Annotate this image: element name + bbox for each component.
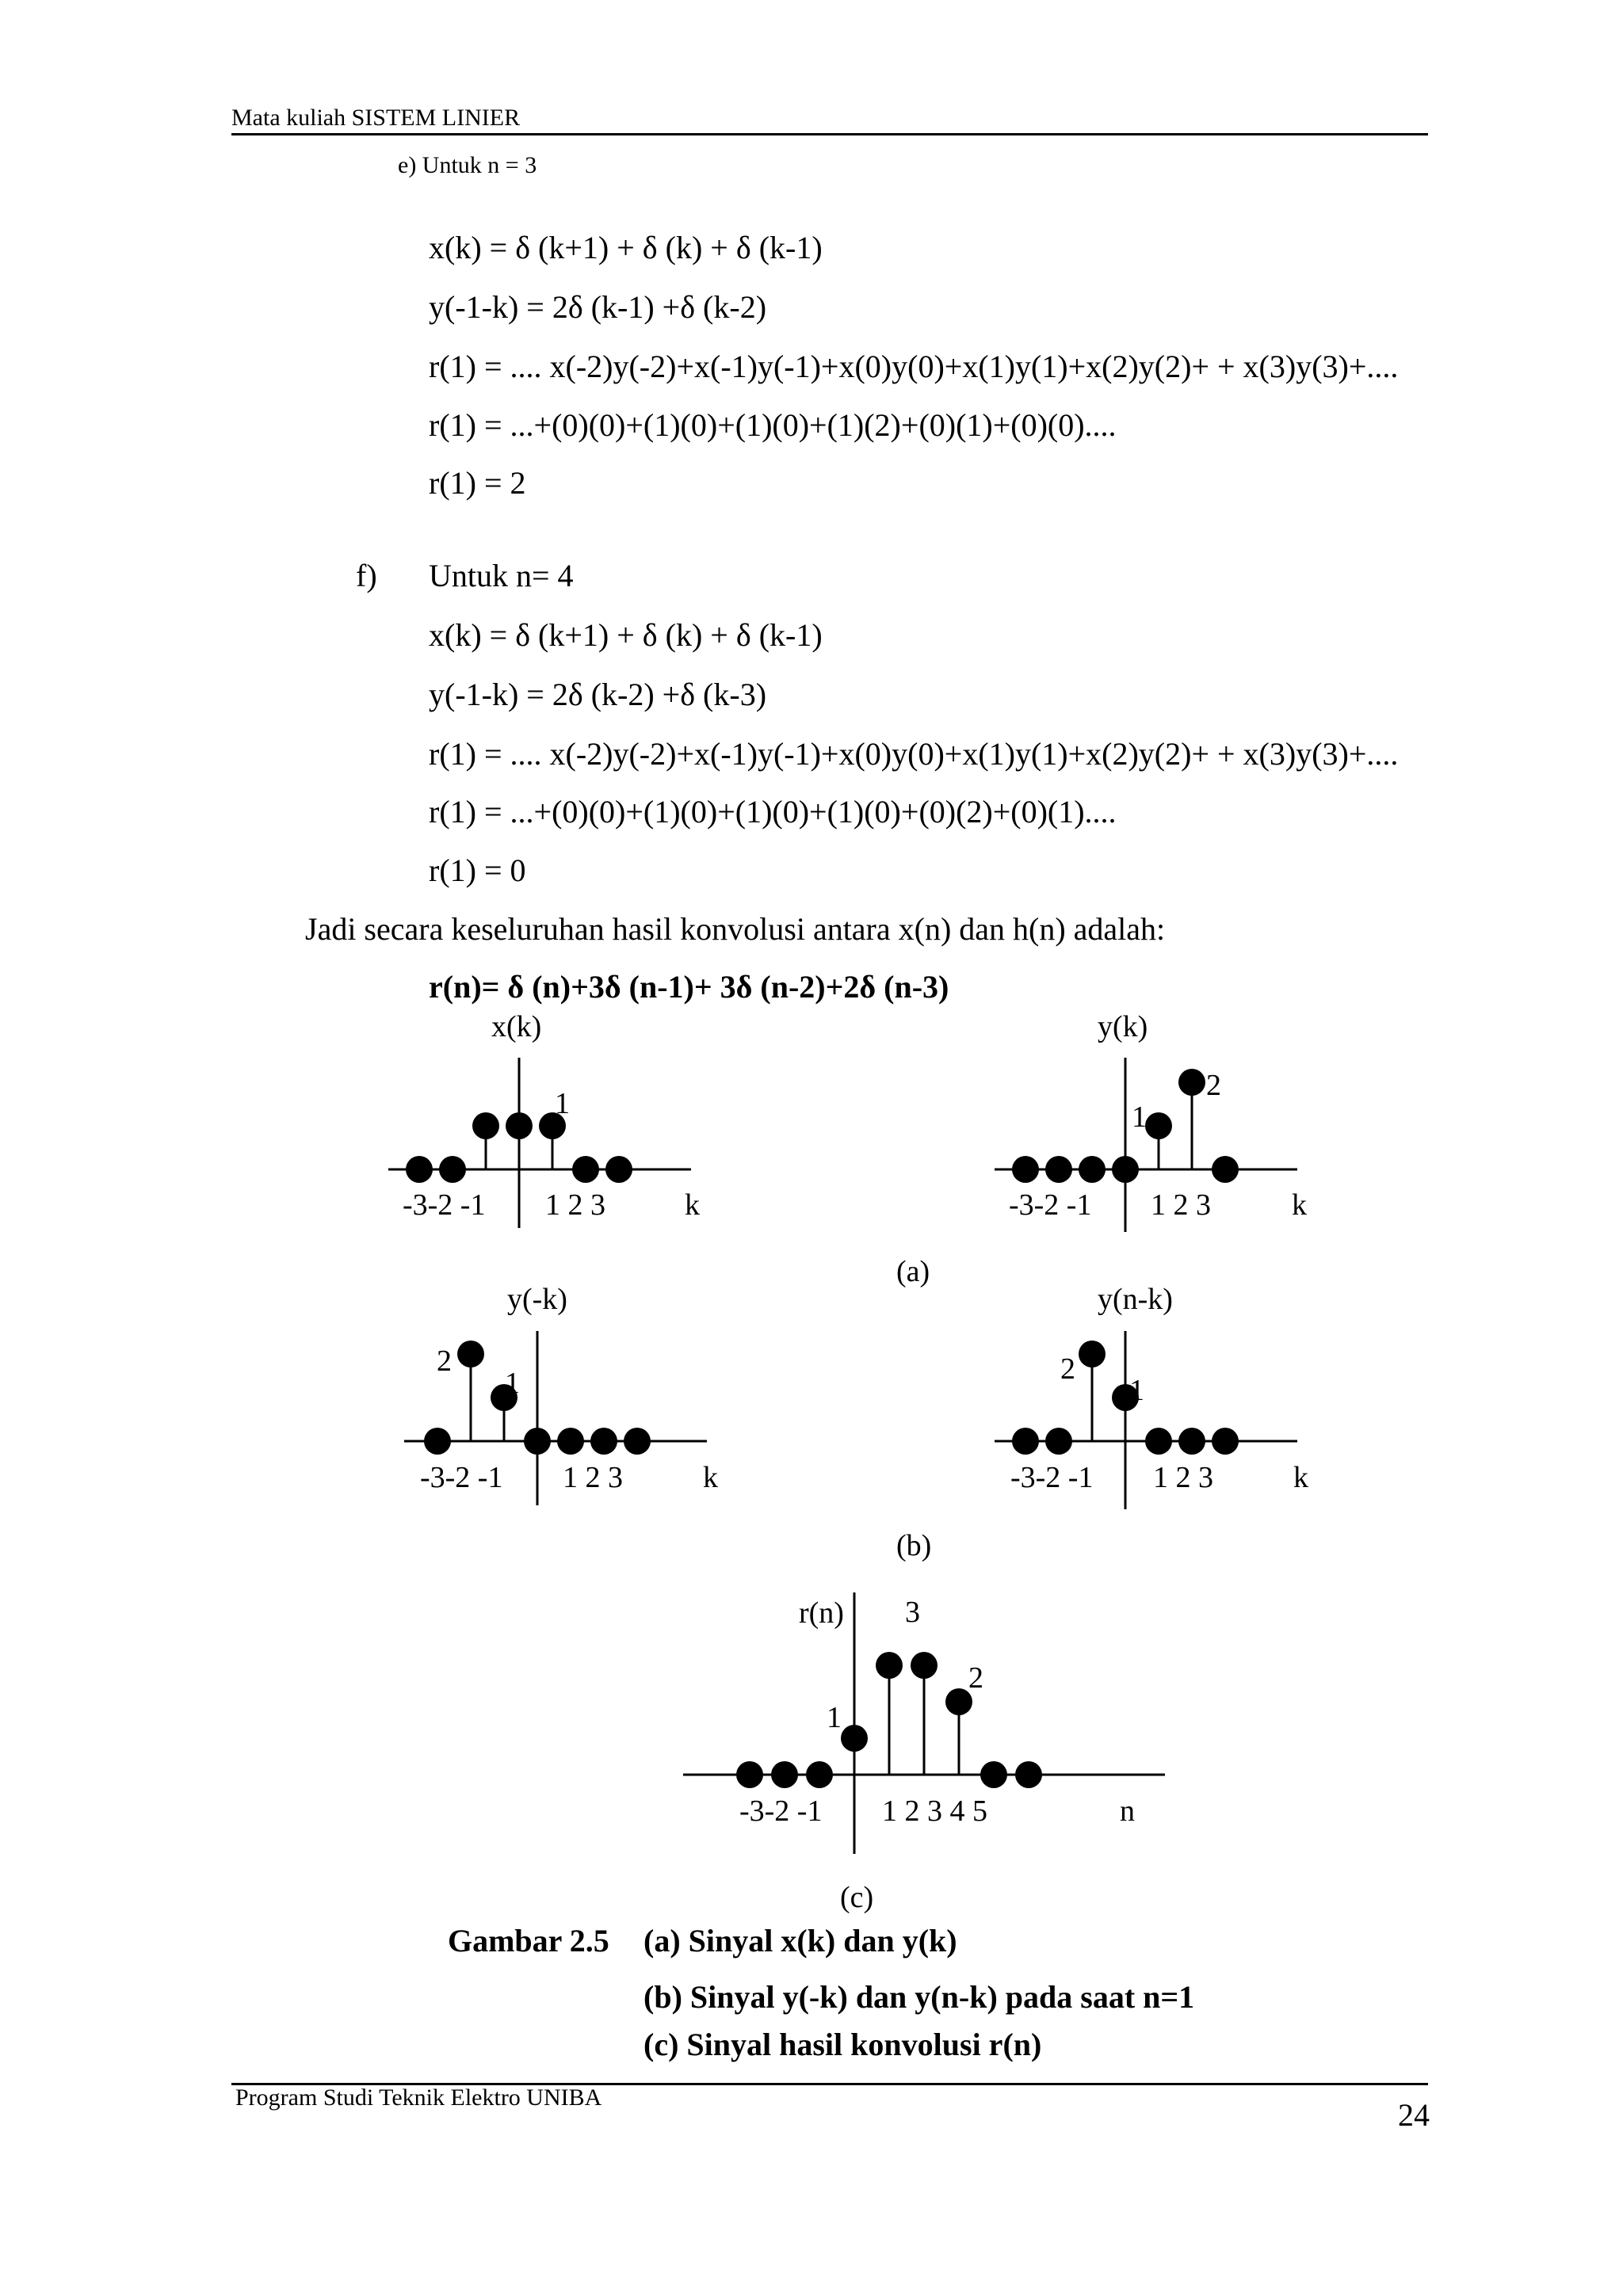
plot-yk-sample-point: [1012, 1156, 1039, 1183]
section-e-label: e) Untuk n = 3: [398, 152, 537, 178]
plot-ynk-pos-ticks: 1 2 3: [563, 1461, 623, 1494]
plot-yk-sample-point: [1045, 1156, 1072, 1183]
footer-program: Program Studi Teknik Elektro UNIBA: [235, 2084, 602, 2111]
plot-rn-sample-point: [806, 1761, 833, 1788]
plot-ynk-sample-point: [524, 1428, 551, 1455]
plot-xk-sample-point: [572, 1156, 599, 1183]
plot-rn-sample-point: [1015, 1761, 1042, 1788]
plot-ynk-sample-point: [424, 1428, 451, 1455]
section-f-marker: f): [356, 558, 377, 593]
plot-ynmk-sample-point: [1079, 1341, 1106, 1367]
plot-ynk-neg-ticks: -3-2 -1: [420, 1461, 503, 1494]
page-number: 24: [1398, 2097, 1430, 2133]
section-e-line-5: r(1) = 2: [429, 465, 526, 501]
plot-xk-title: x(k): [491, 1010, 542, 1043]
figure-line-b: (b) Sinyal y(-k) dan y(n-k) pada saat n=1: [643, 1979, 1195, 2015]
section-e-line-1: x(k) = δ (k+1) + δ (k) + δ (k-1): [429, 230, 823, 265]
caption-a: (a): [896, 1255, 930, 1288]
plot-yk-sample-point: [1112, 1156, 1139, 1183]
plot-yk-sample-point: [1079, 1156, 1106, 1183]
plot-ynk-sample-point: [557, 1428, 584, 1455]
plot-rn-sample-point: [736, 1761, 763, 1788]
plot-ynk-axis-label: k: [703, 1461, 718, 1494]
plot-xk-sample-point: [605, 1156, 632, 1183]
plot-ynk-label-2: 2: [437, 1344, 452, 1378]
plot-xk-sample-point: [506, 1112, 533, 1139]
plot-ynmk-label-1: 1: [1129, 1374, 1144, 1407]
plot-rn-pos-ticks: 1 2 3 4 5: [882, 1794, 987, 1828]
section-e-line-4: r(1) = ...+(0)(0)+(1)(0)+(1)(0)+(1)(2)+(0)(1)+(0)(0)....: [429, 407, 1117, 443]
plot-yk-neg-ticks: -3-2 -1: [1009, 1188, 1092, 1222]
plot-rn-label-1: 1: [827, 1701, 842, 1734]
plot-ynmk-axis-label: k: [1293, 1461, 1308, 1494]
plot-yk-label-1: 1: [1132, 1100, 1147, 1134]
figure-line-a: (a) Sinyal x(k) dan y(k): [643, 1923, 957, 1958]
plot-yk-title: y(k): [1098, 1010, 1148, 1043]
section-f-line-1: x(k) = δ (k+1) + δ (k) + δ (k-1): [429, 617, 823, 653]
plot-ynk-title: y(-k): [507, 1283, 567, 1316]
plot-ynk-label-1: 1: [505, 1367, 520, 1400]
plot-ynk-sample-point: [590, 1428, 617, 1455]
section-f-title: Untuk n= 4: [429, 558, 574, 593]
plot-ynmk-sample-point: [1045, 1428, 1072, 1455]
figure-line-c: (c) Sinyal hasil konvolusi r(n): [643, 2027, 1042, 2062]
plot-rn-sample-point: [841, 1725, 868, 1752]
plot-yk-sample-point: [1178, 1069, 1205, 1096]
plot-xk-neg-ticks: -3-2 -1: [403, 1188, 486, 1222]
section-f-line-4: r(1) = ...+(0)(0)+(1)(0)+(1)(0)+(1)(0)+(0)(2)+(0)(1)....: [429, 794, 1117, 830]
plot-ynmk-label-2: 2: [1060, 1352, 1075, 1386]
plot-rn-sample-point: [911, 1652, 938, 1679]
plot-ynk-sample-point: [624, 1428, 651, 1455]
plot-ynmk-title: y(n-k): [1098, 1283, 1173, 1316]
plot-yk-label-2: 2: [1206, 1069, 1221, 1102]
plot-rn-axis-label: n: [1120, 1794, 1135, 1828]
plot-yk-pos-ticks: 1 2 3: [1151, 1188, 1211, 1222]
plot-ynmk-sample-point: [1012, 1428, 1039, 1455]
header-title: Mata kuliah SISTEM LINIER: [231, 105, 521, 131]
plot-ynmk-sample-point: [1212, 1428, 1239, 1455]
plot-yk-sample-point: [1145, 1112, 1172, 1139]
plot-ynmk-sample-point: [1178, 1428, 1205, 1455]
plot-xk-pos-ticks: 1 2 3: [545, 1188, 605, 1222]
section-e-line-2: y(-1-k) = 2δ (k-1) +δ (k-2): [429, 289, 767, 325]
plot-rn-sample-point: [980, 1761, 1007, 1788]
plot-ynmk-neg-ticks: -3-2 -1: [1010, 1461, 1094, 1494]
plot-xk-sample-point: [439, 1156, 466, 1183]
plot-xk-label-1: 1: [555, 1087, 570, 1120]
section-e-line-3: r(1) = .... x(-2)y(-2)+x(-1)y(-1)+x(0)y(0)+x(1)y(1)+x(2)y(2)+ + x(3)y(3)+....: [429, 349, 1399, 384]
plot-xk-axis-label: k: [685, 1188, 700, 1222]
plot-rn-label-2: 2: [968, 1661, 983, 1695]
plot-rn-label-3: 3: [905, 1596, 920, 1629]
section-f-line-5: r(1) = 0: [429, 852, 526, 888]
plot-rn-sample-point: [771, 1761, 798, 1788]
figure-label: Gambar 2.5: [448, 1923, 609, 1958]
plot-ynmk-sample-point: [1145, 1428, 1172, 1455]
plot-rn-sample-point: [876, 1652, 903, 1679]
plot-rn-neg-ticks: -3-2 -1: [739, 1794, 823, 1828]
section-f-line-2: y(-1-k) = 2δ (k-2) +δ (k-3): [429, 677, 767, 712]
plot-xk-sample-point: [472, 1112, 499, 1139]
plot-yk-sample-point: [1212, 1156, 1239, 1183]
plot-yk-axis-label: k: [1292, 1188, 1307, 1222]
plot-rn-title: r(n): [799, 1596, 844, 1630]
plot-ynk-sample-point: [457, 1341, 484, 1367]
caption-c: (c): [840, 1881, 874, 1914]
plot-ynmk-pos-ticks: 1 2 3: [1153, 1461, 1213, 1494]
caption-b: (b): [896, 1529, 932, 1562]
section-f-line-3: r(1) = .... x(-2)y(-2)+x(-1)y(-1)+x(0)y(0)+x(1)y(1)+x(2)y(2)+ + x(3)y(3)+....: [429, 736, 1399, 772]
conclusion-text: Jadi secara keseluruhan hasil konvolusi antara x(n) dan h(n) adalah:: [305, 911, 1166, 947]
result-equation: r(n)= δ (n)+3δ (n-1)+ 3δ (n-2)+2δ (n-3): [429, 969, 949, 1005]
plot-xk-sample-point: [406, 1156, 433, 1183]
